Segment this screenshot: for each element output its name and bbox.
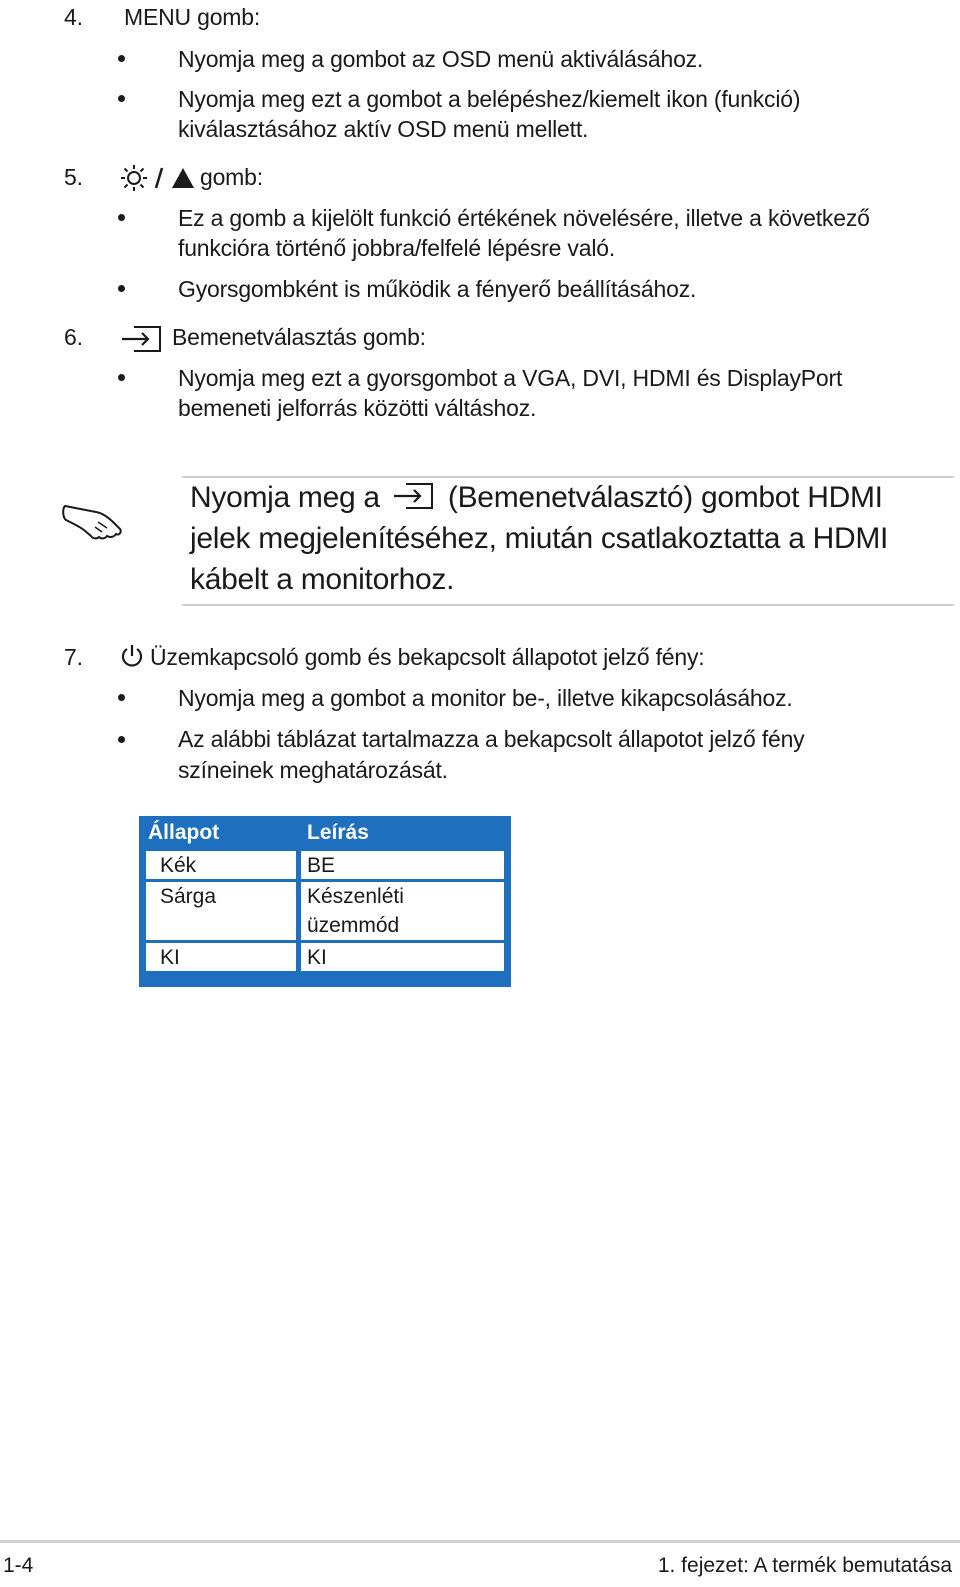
- table-row-2-state: Sárga: [160, 885, 217, 908]
- note-line-1-start: Nyomja meg a: [190, 481, 380, 514]
- item-4-bullet-1: Nyomja meg a gombot az OSD menü aktiválásához.: [178, 46, 704, 72]
- item-7-bullet-2-line-2: színeinek meghatározását.: [178, 757, 448, 783]
- bullet-dot: [118, 214, 125, 221]
- bullet-dot: [118, 55, 125, 62]
- up-triangle-icon: [170, 166, 196, 190]
- item-5-title: gomb:: [200, 164, 263, 190]
- table-row-1-description: BE: [307, 854, 336, 877]
- input-select-icon: [392, 481, 436, 511]
- bullet-dot: [118, 285, 125, 292]
- item-7-title: Üzemkapcsoló gomb és bekapcsolt állapotot jelző fény:: [150, 644, 705, 670]
- item-7-bullet-2-line-1: Az alábbi táblázat tartalmazza a bekapcsolt állapotot jelző fény: [178, 726, 805, 752]
- table-row-1-state: Kék: [160, 854, 197, 877]
- item-6-number: 6.: [64, 324, 83, 350]
- brightness-icon: [120, 164, 148, 192]
- note-line-2: jelek megjelenítéséhez, miután csatlakoztatta a HDMI: [190, 522, 889, 555]
- note-line-1: [190, 477, 883, 519]
- item-7-bullet-1: Nyomja meg a gombot a monitor be-, illetve kikapcsolásához.: [178, 685, 793, 711]
- table-row-2-description-line-2: üzemmód: [307, 914, 400, 937]
- page-number: 1-4: [3, 1554, 34, 1577]
- item-6-bullet-1-line-1: Nyomja meg ezt a gyorsgombot a VGA, DVI, HDMI és DisplayPort: [178, 365, 843, 391]
- item-4-number: 4.: [64, 4, 83, 30]
- bullet-dot: [118, 694, 125, 701]
- item-4-title: MENU gomb:: [124, 4, 261, 30]
- table-cell: [301, 943, 504, 971]
- chapter-title: 1. fejezet: A termék bemutatása: [657, 1554, 952, 1577]
- table-row-2-description-line-1: Készenléti: [307, 885, 404, 908]
- slash-separator-icon: [154, 166, 164, 190]
- table-header-description: Leírás: [307, 821, 369, 844]
- item-5-bullet-1-line-2: funkcióra történő jobbra/felfelé lépésre való.: [178, 235, 616, 261]
- input-select-icon: [120, 324, 164, 354]
- bullet-dot: [118, 374, 125, 381]
- note-bottom-rule: [182, 604, 954, 606]
- status-table: [139, 816, 511, 987]
- table-header-state: Állapot: [148, 821, 220, 844]
- item-6-title: Bemenetválasztás gomb:: [172, 324, 426, 350]
- note-line-1-end: (Bemenetválasztó) gombot HDMI: [447, 481, 883, 514]
- item-5-bullet-2: Gyorsgombként is működik a fényerő beállításához.: [178, 276, 697, 302]
- note-line-3: kábelt a monitorhoz.: [190, 563, 455, 596]
- item-6-bullet-1-line-2: bemeneti jelforrás közötti váltáshoz.: [178, 395, 537, 421]
- item-7-number: 7.: [64, 644, 83, 670]
- footer-rule: [0, 1540, 960, 1543]
- table-row-3-description: KI: [307, 946, 327, 969]
- item-4-bullet-2-line-2: kiválasztásához aktív OSD menü mellett.: [178, 116, 589, 142]
- bullet-dot: [118, 736, 125, 743]
- bullet-dot: [118, 95, 125, 102]
- table-row-3-state: KI: [160, 946, 180, 969]
- power-icon: [120, 643, 144, 669]
- item-4-bullet-2-line-1: Nyomja meg ezt a gombot a belépéshez/kiemelt ikon (funkció): [178, 86, 801, 112]
- item-5-bullet-1-line-1: Ez a gomb a kijelölt funkció értékének növelésére, illetve a következő: [178, 205, 870, 231]
- pointing-hand-icon: [62, 496, 124, 544]
- item-5-number: 5.: [64, 164, 83, 190]
